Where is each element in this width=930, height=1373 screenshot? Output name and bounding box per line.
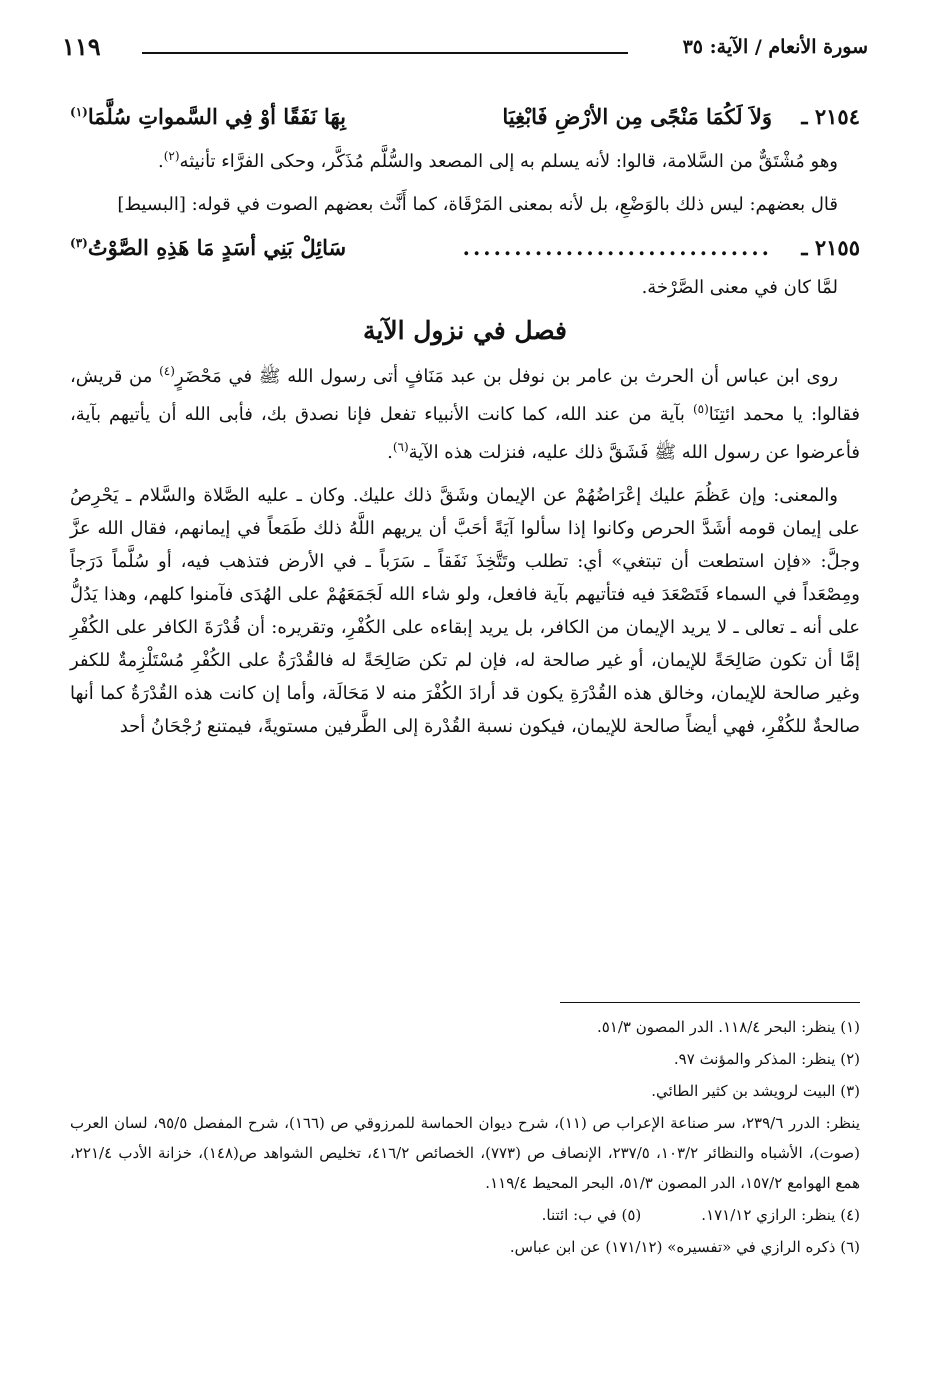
paragraph xyxy=(70,140,860,178)
page-title: سورة الأنعام / الآية: ٣٥ xyxy=(682,36,868,58)
page-number: ١١٩ xyxy=(62,32,101,61)
paragraph xyxy=(70,355,860,469)
paragraph-text: من قريش، فقالوا: يا محمد ائتِنَا xyxy=(70,366,860,425)
paragraph-text: بآية من عند الله، كما كانت الأنبياء تفعل فإنا نصدق بك، فأبى الله أن يأتيهم بآية، فأعرضوا عن رسول الله ﷺ فَشَقَّ ذلك عليه، فنزلت هذه الآية xyxy=(70,404,860,463)
paragraph: والمعنى: وإن عَظُمَ عليك إعْرَاضُهُمْ عن الإيمان وشَقَّ ذلك عليك. وكان ـ عليه الصَّلاة والسَّلام ـ يَحْرِصُ على إيمان قومه أشَدَّ الحرص وكانوا إذا سألوا آيَةً أحَبَّ أن يريهم اللَّهُ ذلك طَمَعاً في إيمانهم، فقال الله عزَّ وجلَّ: «فإن استطعت أن تبتغي» أي: تطلب وتَتَّخِذَ نَفَقاً ـ سَرَباً ـ في الأرض فتذهب فيه، أو سُلَّماً دَرَجاً ومِصْعَداً في السماء فَتَصْعَدَ فيه فتأتيهم بآية فافعل، ولو شاء الله لَجَمَعَهُمْ على الهُدَى فآمنوا كلهم، وهذا يَدُلُّ على أنه ـ تعالى ـ لا يريد الإيمان من الكافر، بل يريد إبقاءه على الكُفْرِ، وتقريره: أن قُدْرَةَ الكافر على الكُفْرِ إمَّا أن تكون صَالِحَةً للإيمان، أو غير صالحة له، فإن لم تكن صَالِحَةً له فالقُدْرَةُ على الكُفْرِ مُسْتَلْزِمةٌ للكفر وغير صالحة للإيمان، وخالق هذه القُدْرَةِ يكون قد أرادَ الكُفْرَ منه لا مَحَالَة، وأما إن كانت هذه القُدْرَةُ كما أنها صالحةٌ للكُفْرِ، فهي أيضاً صالحة للإيمان، فيكون نسبة القُدْرة إلى الطَّرفين مستويةً، فيمتنع رُجْحَانُ أحد xyxy=(70,485,860,737)
verse-hemistich-left xyxy=(70,104,346,129)
header-rule xyxy=(142,52,628,54)
footnote-marker: (٦) xyxy=(392,440,409,454)
footnote-marker: (٣) xyxy=(70,236,88,250)
verse-number: ٢١٥٤ ـ xyxy=(801,104,860,129)
paragraph-end: . xyxy=(387,442,393,463)
verse-hemistich-left xyxy=(70,235,346,260)
footnote-separator xyxy=(560,1002,860,1003)
paragraph-text: وهو مُشْتَقٌّ من السَّلامة، قالوا: لأنه يسلم به إلى المصعد والسُّلَّم مُذَكَّر، وحكى الفرَّاء تأنيثه xyxy=(179,151,838,172)
footnote-marker: (١) xyxy=(70,105,88,119)
paragraph: لمَّا كان في معنى الصَّرْخة. xyxy=(641,277,838,298)
verse-text: سَائِلْ بَنِي أسَدٍ مَا هَذِهِ الصَّوْتُ xyxy=(87,235,347,260)
footnote-6: (٦) ذكره الرازي في «تفسيره» (١٧١/١٢) عن ابن عباس. xyxy=(509,1238,860,1256)
verse-2155 xyxy=(70,231,860,271)
verse-text: بِهَا نَفَقًا أوْ فِي السَّمواتِ سُلَّمَا xyxy=(87,104,346,129)
footnote-5: (٥) في ب: ائتنا. xyxy=(541,1206,642,1224)
footnote-marker: (٥) xyxy=(692,402,709,416)
verse-number: ٢١٥٥ ـ xyxy=(801,235,860,260)
section-heading: فصل في نزول الآية xyxy=(362,316,568,345)
footnote-1: (١) ينظر: البحر ١١٨/٤. الدر المصون ٥١/٣. xyxy=(596,1018,860,1036)
footnote-4: (٤) ينظر: الرازي ١٧١/١٢. xyxy=(701,1206,860,1224)
footnote-2: (٢) ينظر: المذكر والمؤنث ٩٧. xyxy=(673,1050,860,1068)
footnote-marker: (٢) xyxy=(163,149,180,163)
verse-2154 xyxy=(70,100,860,140)
footnote-3: (٣) البيت لرويشد بن كثير الطائي. xyxy=(651,1082,860,1100)
footnotes xyxy=(70,1012,860,1264)
paragraph-text: روى ابن عباس أن الحرث بن عامر بن نوفل بن عبد مَنَافٍ أتى رسول الله ﷺ في مَحْضَرٍ xyxy=(174,366,839,387)
paragraph: قال بعضهم: ليس ذلك بالوَضْعِ، بل لأنه بمعنى المَرْقَاة، كما أَنَّث بعضهم الصوت في قوله: [البسيط] xyxy=(117,194,838,215)
footnote-marker: (٤) xyxy=(159,364,175,378)
page-header xyxy=(62,32,868,68)
verse-omitted-hemistich: .............................. xyxy=(462,235,772,260)
paragraph-end: . xyxy=(157,151,164,172)
footnote-row xyxy=(70,1200,860,1230)
footnote-3-sources: ينظر: الدرر ٢٣٩/٦، سر صناعة الإعراب ص (١١)، شرح ديوان الحماسة للمرزوقي ص (١٦٦)، شرح المفصل ٩٥/٥، لسان العرب (صوت)، الأشباه والنظائر ١٠٣/٢، ٢٣٧/٥، الإنصاف ص (٧٧٣)، الخصائص ٤١٦/٢، تخليص الشواهد ص(١٤٨)، خزانة الأدب ٢٢١/٤، همع الهوامع ١٥٧/٢، الدر المصون ٥١/٣، البحر المحيط ١١٩/٤. xyxy=(70,1114,860,1192)
verse-hemistich-right: وَلاَ لَكُمَا مَنْجًى مِن الأرْضِ فَابْغِيَا xyxy=(502,104,772,129)
main-text xyxy=(70,100,860,753)
